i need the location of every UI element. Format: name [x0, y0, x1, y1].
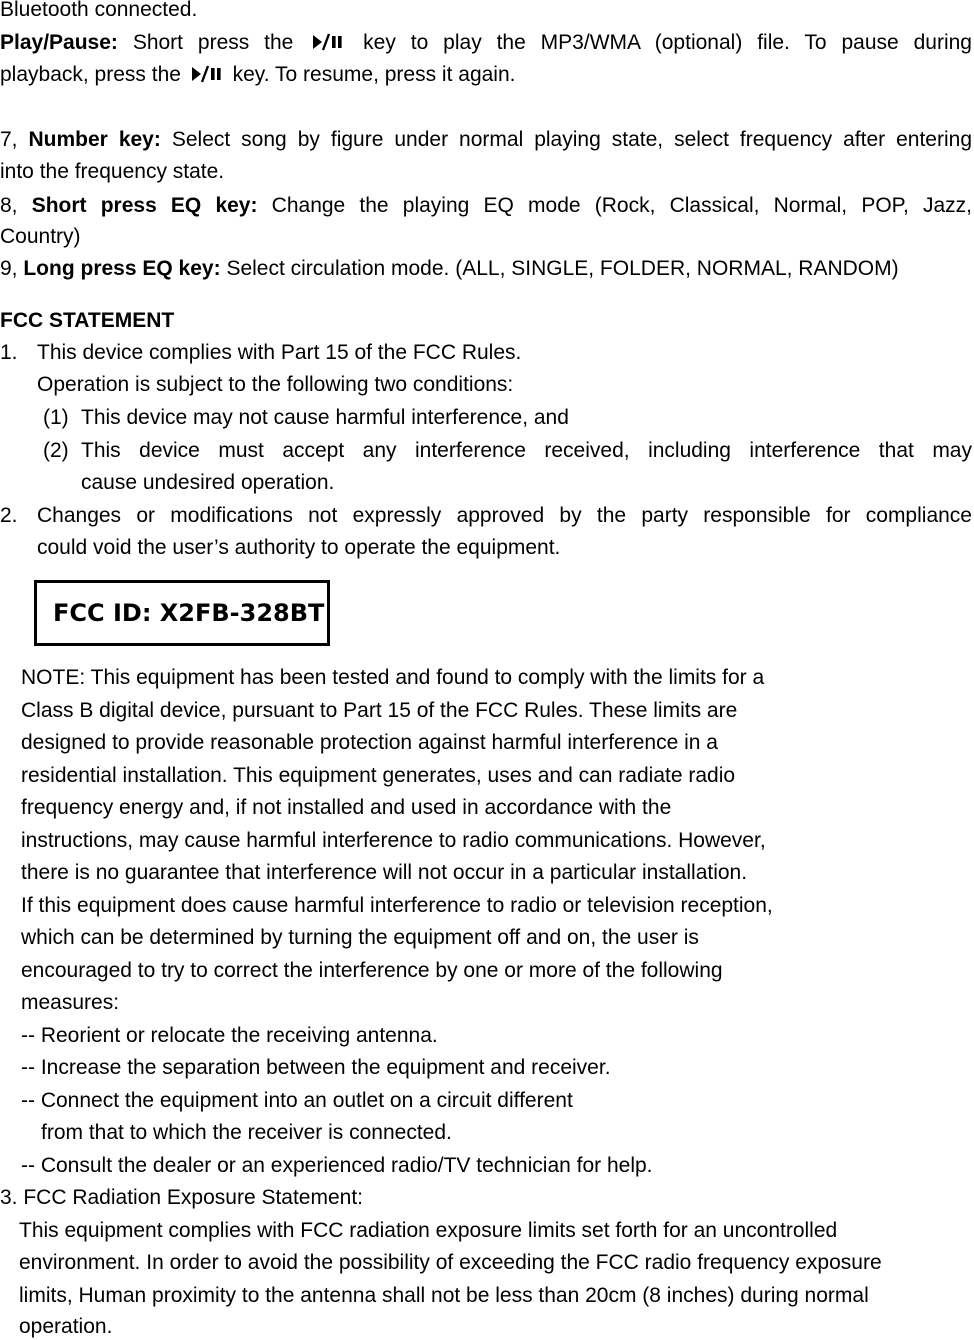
- measure-item: -- Consult the dealer or an experienced radio/TV technician for help.: [21, 1154, 653, 1177]
- item-8-line1: 8, Short press EQ key: Change the playing EQ mode (Rock, Classical, Normal, POP, Jazz,: [0, 194, 972, 217]
- fcc-item-1-line1: This device complies with Part 15 of the FCC Rules.: [37, 341, 522, 364]
- note-line: designed to provide reasonable protection against harmful interference in a: [21, 731, 718, 754]
- measure-item-continuation: from that to which the receiver is connected.: [41, 1121, 452, 1144]
- measure-item: -- Increase the separation between the equipment and receiver.: [21, 1056, 611, 1079]
- play-pause-label: Play/Pause:: [0, 31, 118, 54]
- fcc-item-2-number: 2.: [0, 504, 18, 527]
- note-line: there is no guarantee that interference will not occur in a particular installation.: [21, 861, 748, 884]
- item-7-line2: into the frequency state.: [0, 160, 225, 183]
- fcc-item-1-line2: Operation is subject to the following two conditions:: [37, 373, 514, 396]
- fcc-statement-heading: FCC STATEMENT: [0, 309, 175, 332]
- radiation-line: environment. In order to avoid the possibility of exceeding the FCC radio frequency exposure: [19, 1251, 882, 1274]
- note-line: residential installation. This equipment generates, uses and can radiate radio: [21, 764, 736, 787]
- fcc-item-1-number: 1.: [0, 341, 18, 364]
- bluetooth-connected-text: Bluetooth connected.: [0, 0, 198, 21]
- note-line: which can be determined by turning the equipment off and on, the user is: [21, 926, 699, 949]
- note-line: frequency energy and, if not installed and used in accordance with the: [21, 796, 672, 819]
- condition-2-line1: This device must accept any interference received, including interference that may: [81, 439, 972, 462]
- play-pause-icon: [191, 65, 223, 83]
- condition-2-line2: cause undesired operation.: [81, 471, 335, 494]
- note-line: measures:: [21, 991, 120, 1014]
- radiation-line: limits, Human proximity to the antenna shall not be less than 20cm (8 inches) during normal: [19, 1284, 869, 1307]
- note-line: Class B digital device, pursuant to Part 15 of the FCC Rules. These limits are: [21, 699, 738, 722]
- play-pause-icon: [312, 33, 344, 51]
- item-9-line: 9, Long press EQ key: Select circulation mode. (ALL, SINGLE, FOLDER, NORMAL, RANDOM): [0, 257, 899, 280]
- item-8-line2: Country): [0, 225, 81, 248]
- measure-item: -- Reorient or relocate the receiving antenna.: [21, 1024, 438, 1047]
- condition-1-text: This device may not cause harmful interference, and: [81, 406, 569, 429]
- play-pause-paragraph-line2: playback, press the key. To resume, press it again.: [0, 63, 516, 86]
- note-line: encouraged to try to correct the interference by one or more of the following: [21, 959, 723, 982]
- fcc-item-2-line1: Changes or modifications not expressly approved by the party responsible for compliance: [37, 504, 972, 527]
- long-press-eq-label: Long press EQ key:: [23, 257, 221, 280]
- condition-2-number: (2): [43, 439, 69, 462]
- note-line: If this equipment does cause harmful interference to radio or television reception,: [21, 894, 773, 917]
- measure-item: -- Connect the equipment into an outlet on a circuit different: [21, 1089, 573, 1112]
- short-press-eq-label: Short press EQ key:: [31, 194, 258, 217]
- item-7-line1: 7, Number key: Select song by figure under normal playing state, select frequency after entering: [0, 128, 972, 151]
- play-pause-paragraph-line1: Play/Pause: Short press the key to play the MP3/WMA (optional) file. To pause during: [0, 31, 972, 54]
- condition-1-number: (1): [43, 406, 69, 429]
- note-line: NOTE: This equipment has been tested and found to comply with the limits for a: [21, 666, 765, 689]
- number-key-label: Number key:: [28, 128, 161, 151]
- note-line: instructions, may cause harmful interference to radio communications. However,: [21, 829, 766, 852]
- fcc-item-2-line2: could void the user’s authority to operate the equipment.: [37, 536, 561, 559]
- radiation-exposure-heading: 3. FCC Radiation Exposure Statement:: [0, 1186, 364, 1209]
- fcc-id-label: FCC ID: X2FB-328BT: [34, 580, 330, 646]
- radiation-line: operation.: [19, 1315, 113, 1338]
- radiation-line: This equipment complies with FCC radiation exposure limits set forth for an uncontrolled: [19, 1219, 838, 1242]
